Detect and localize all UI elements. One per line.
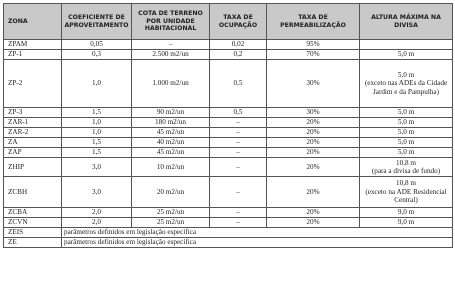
cell-cota: 1.000 m2/un — [132, 60, 210, 108]
cell-zona: ZCBA — [4, 208, 62, 218]
cell-taxa-ocupacao: – — [210, 158, 267, 177]
table-row — [4, 138, 453, 148]
cell-taxa-ocupacao: – — [210, 128, 267, 138]
cell-altura-maxima: 5,0 m — [360, 118, 453, 128]
cell-altura-maxima: 10,8 m (para a divisa de fundo) — [360, 158, 453, 177]
cell-taxa-permeabilizacao: 70% — [267, 50, 360, 60]
cell-altura-maxima: 5,0 m — [360, 108, 453, 118]
cell-coeficiente: 1,5 — [62, 138, 132, 148]
cell-coeficiente: 2,0 — [62, 218, 132, 228]
header-taxa-ocupacao: TAXA DE OCUPAÇÃO — [210, 4, 267, 40]
header-altura-maxima: ALTURA MÁXIMA NA DIVISA — [360, 4, 453, 40]
cell-coeficiente: 0,05 — [62, 40, 132, 50]
table-row — [4, 40, 453, 50]
table-row — [4, 108, 453, 118]
table-row — [4, 128, 453, 138]
cell-zona: ZAR-2 — [4, 128, 62, 138]
cell-taxa-ocupacao: – — [210, 138, 267, 148]
header-taxa-permeabilizacao: TAXA DE PERMEABILIZAÇÃO — [267, 4, 360, 40]
cell-taxa-ocupacao: – — [210, 208, 267, 218]
cell-altura-maxima: 5,0 m — [360, 50, 453, 60]
cell-parametros-note: parâmetros definidos em legislação específica — [62, 228, 453, 238]
cell-altura-maxima: 9,0 m — [360, 218, 453, 228]
header-zona: ZONA — [4, 4, 62, 40]
table-row — [4, 218, 453, 228]
cell-taxa-ocupacao: – — [210, 148, 267, 158]
cell-cota: 180 m2/un — [132, 118, 210, 128]
cell-taxa-permeabilizacao: 20% — [267, 218, 360, 228]
cell-cota: 45 m2/un — [132, 128, 210, 138]
cell-taxa-ocupacao: – — [210, 177, 267, 208]
cell-zona: ZEIS — [4, 228, 62, 238]
cell-zona: ZA — [4, 138, 62, 148]
cell-coeficiente: 1,0 — [62, 60, 132, 108]
table-row — [4, 158, 453, 177]
cell-zona: ZP-3 — [4, 108, 62, 118]
cell-taxa-ocupacao: 0,5 — [210, 108, 267, 118]
cell-zona: ZAR-1 — [4, 118, 62, 128]
cell-zona: ZPAM — [4, 40, 62, 50]
header-cota: COTA DE TERRENO POR UNIDADE HABITACIONAL — [132, 4, 210, 40]
cell-cota: 25 m2/un — [132, 218, 210, 228]
table-row — [4, 177, 453, 208]
cell-taxa-ocupacao: – — [210, 218, 267, 228]
header-coeficiente: COEFICIENTE DE APROVEITAMENTO — [62, 4, 132, 40]
cell-coeficiente: 3,0 — [62, 177, 132, 208]
cell-taxa-permeabilizacao: 30% — [267, 60, 360, 108]
cell-cota: – — [132, 40, 210, 50]
cell-altura-maxima — [360, 40, 453, 50]
cell-taxa-permeabilizacao: 95% — [267, 40, 360, 50]
header-row — [4, 4, 453, 40]
cell-taxa-ocupacao: 0,5 — [210, 60, 267, 108]
cell-taxa-ocupacao: 0,2 — [210, 50, 267, 60]
table-row — [4, 118, 453, 128]
cell-parametros-note: parâmetros definidos em legislação específica — [62, 238, 453, 248]
cell-zona: ZE — [4, 238, 62, 248]
zoning-table — [3, 3, 453, 248]
table-row-span — [4, 228, 453, 238]
cell-taxa-permeabilizacao: 20% — [267, 148, 360, 158]
cell-coeficiente: 1,0 — [62, 128, 132, 138]
cell-taxa-permeabilizacao: 20% — [267, 138, 360, 148]
table-row — [4, 208, 453, 218]
cell-taxa-permeabilizacao: 20% — [267, 128, 360, 138]
cell-cota: 40 m2/un — [132, 138, 210, 148]
cell-coeficiente: 0,3 — [62, 50, 132, 60]
table-row — [4, 50, 453, 60]
cell-zona: ZCVN — [4, 218, 62, 228]
cell-cota: 20 m2/un — [132, 177, 210, 208]
table-row — [4, 148, 453, 158]
cell-taxa-permeabilizacao: 20% — [267, 118, 360, 128]
cell-taxa-permeabilizacao: 20% — [267, 177, 360, 208]
cell-coeficiente: 1,5 — [62, 108, 132, 118]
cell-zona: ZHIP — [4, 158, 62, 177]
cell-coeficiente: 1,0 — [62, 118, 132, 128]
cell-altura-maxima: 5,0 m — [360, 148, 453, 158]
cell-taxa-ocupacao: – — [210, 118, 267, 128]
cell-altura-maxima: 10,8 m (exceto na ADE Residencial Central) — [360, 177, 453, 208]
cell-taxa-ocupacao: 0,02 — [210, 40, 267, 50]
table-row — [4, 60, 453, 108]
cell-coeficiente: 2,0 — [62, 208, 132, 218]
cell-altura-maxima: 5,0 m (exceto nas ADEs da Cidade Jardim e da Pampulha) — [360, 60, 453, 108]
cell-cota: 90 m2/un — [132, 108, 210, 118]
cell-coeficiente: 3,0 — [62, 158, 132, 177]
cell-cota: 10 m2/un — [132, 158, 210, 177]
cell-zona: ZP-1 — [4, 50, 62, 60]
cell-cota: 45 m2/un — [132, 148, 210, 158]
cell-altura-maxima: 5,0 m — [360, 128, 453, 138]
cell-coeficiente: 1,5 — [62, 148, 132, 158]
cell-zona: ZAP — [4, 148, 62, 158]
table-row-span — [4, 238, 453, 248]
cell-cota: 2.500 m2/un — [132, 50, 210, 60]
cell-taxa-permeabilizacao: 20% — [267, 158, 360, 177]
cell-cota: 25 m2/un — [132, 208, 210, 218]
cell-zona: ZP-2 — [4, 60, 62, 108]
cell-altura-maxima: 5,0 m — [360, 138, 453, 148]
zoning-table-container — [3, 3, 453, 248]
cell-zona: ZCBH — [4, 177, 62, 208]
cell-altura-maxima: 9,0 m — [360, 208, 453, 218]
cell-taxa-permeabilizacao: 20% — [267, 208, 360, 218]
cell-taxa-permeabilizacao: 30% — [267, 108, 360, 118]
